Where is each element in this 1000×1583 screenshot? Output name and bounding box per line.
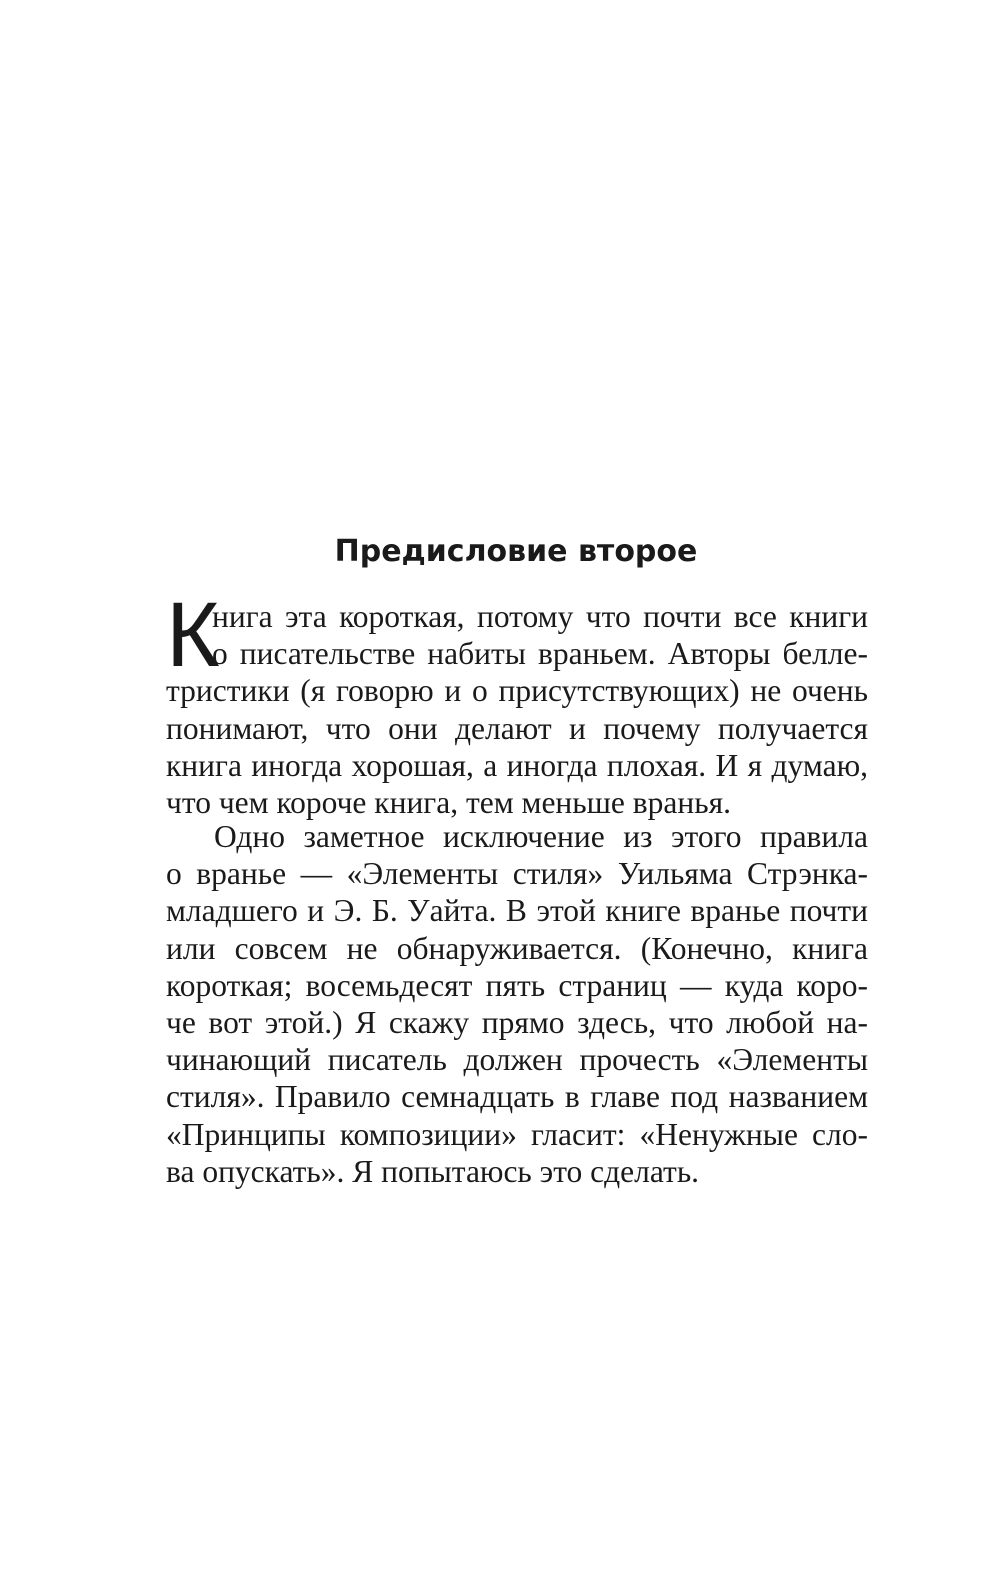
text-line: ва опускать». Я попытаюсь это сделать. xyxy=(166,1153,700,1189)
text-line: о писательстве набиты враньем. Авторы белле- xyxy=(212,636,868,672)
paragraph-1 xyxy=(166,584,868,821)
text-line: о вранье — «Элементы стиля» Уильяма Стрэнка- xyxy=(166,856,868,892)
text-line: стиля». Правило семнадцать в главе под названием xyxy=(166,1079,868,1115)
text-line: нига эта короткая, потому что почти все книги xyxy=(212,599,868,634)
text-line: что чем короче книга, тем меньше вранья. xyxy=(166,784,731,820)
text-line: или совсем не обнаруживается. (Конечно, книга xyxy=(166,930,868,966)
text-line: Одно заметное исключение из этого правила xyxy=(214,819,868,854)
chapter-heading: Предисловие второе xyxy=(334,534,698,569)
text-line: тристики (я говорю и о присутствующих) не очень xyxy=(166,673,868,709)
text-line: че вот этой.) Я скажу прямо здесь, что любой на- xyxy=(166,1004,868,1040)
text-line: чинающий писатель должен прочесть «Элементы xyxy=(166,1042,868,1078)
text-line: «Принципы композиции» гласит: «Ненужные сло- xyxy=(166,1116,868,1152)
text-line: короткая; восемьдесят пять страниц — куда коро- xyxy=(166,967,868,1003)
text-line: младшего и Э. Б. Уайта. В этой книге вранье почти xyxy=(166,893,868,929)
text-line: понимают, что они делают и почему получается xyxy=(166,710,868,746)
paragraph-2 xyxy=(166,818,868,1190)
drop-cap-letter: К xyxy=(166,584,220,686)
text-line: книга иногда хорошая, а иногда плохая. И я думаю, xyxy=(166,747,868,783)
